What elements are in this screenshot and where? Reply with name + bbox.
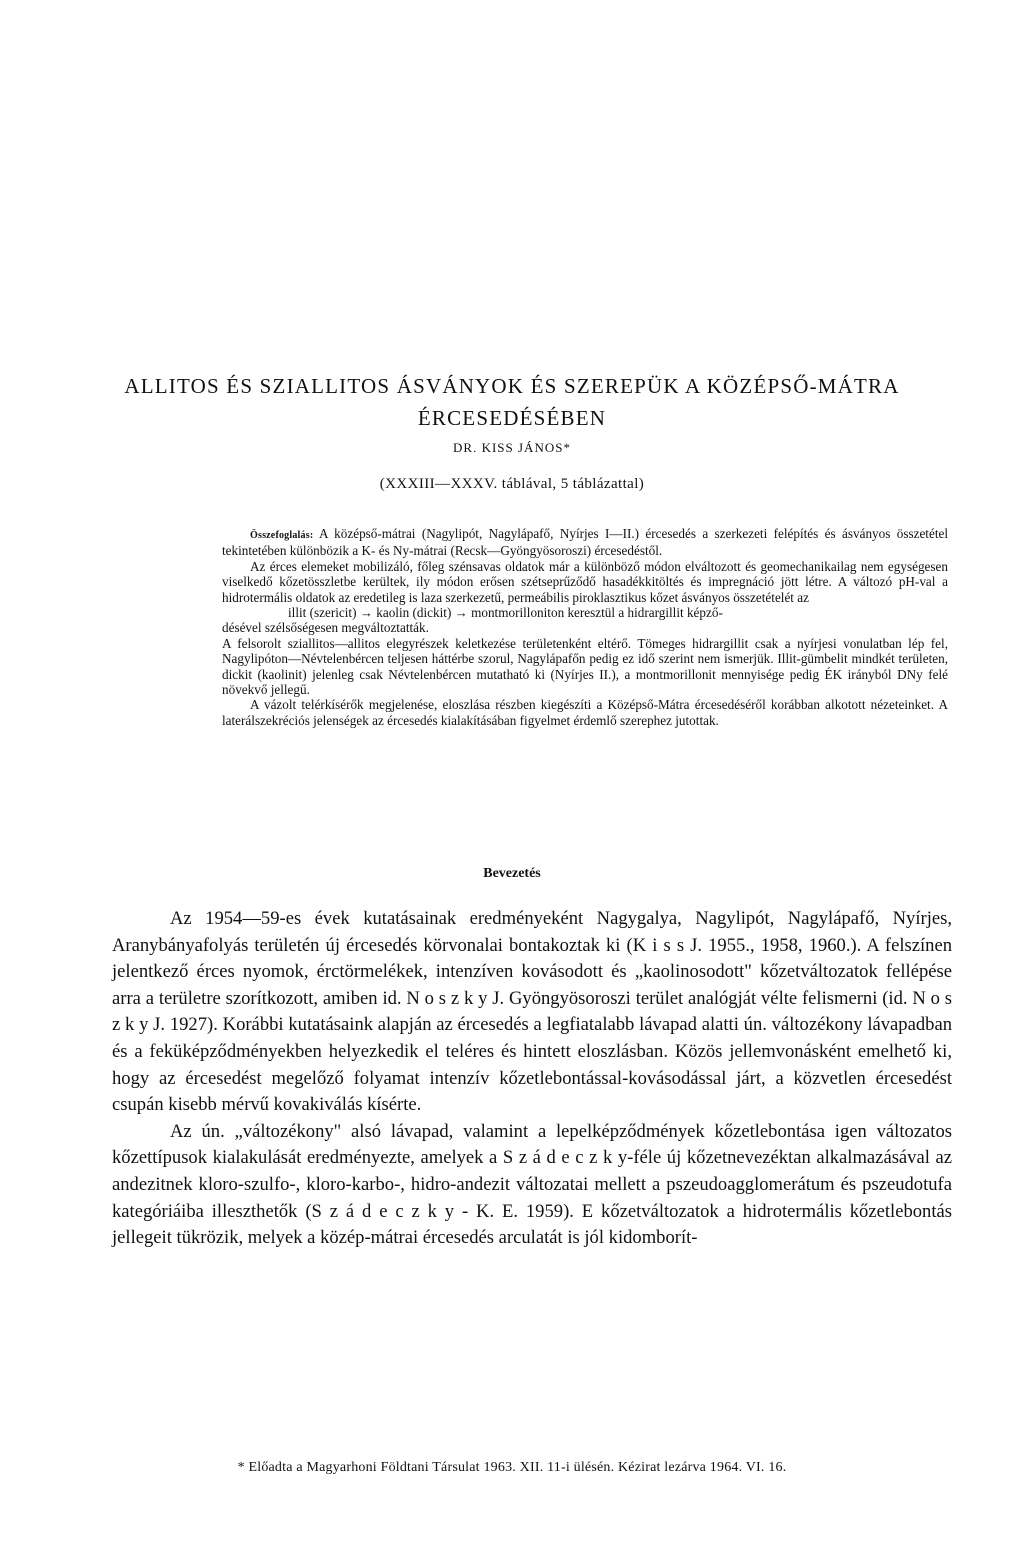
abstract (222, 526, 948, 728)
body-paragraph-1: Az 1954—59-es évek kutatásainak eredményeként Nagygalya, Nagylipót, Nagylápafő, Nyírjes, Aranybányafolyás területén új ércesedés körvonalai bontakoztak ki (K i s s J. 1955., 1958, 1960.). A felszínen jelentkező érces nyomok, érctörmelékek, intenzíven kovásodott és „kaolinosodott" kőzetváltozatok fellépése arra a területre szorítkozott, amiben id. N o s z k y J. Gyöngyösoroszi terület analógját vélte felismerni (id. N o s z k y J. 1927). Korábbi kutatásaink alapján az ércesedés a legfiatalabb lávapad alatti ún. változékony lávapadban és a feküképződményekben helyezkedik el teléres és hintett eloszlásban. Közös jellemvonásként emelhető ki, hogy az ércesedést megelőző folyamat intenzív kőzetlebontással-kovásodással járt, a közvetlen ércesedést csupán kisebb mérvű kovakiválás kísérte. (112, 908, 952, 1116)
body-text (112, 906, 952, 1252)
abstract-paragraph-1-text: A középső-mátrai (Nagylipót, Nagylápafő, Nyírjes I—II.) ércesedés a szerkezeti felépítés és ásványos összetétel tekintetében különbözik a K- és Ny-mátrai (Recsk—Gyöngyösoroszi) ércesedéstől. (222, 526, 948, 559)
body-paragraph-2: Az ún. „változékony" alsó lávapad, valamint a lepelképződmények kőzetlebontása igen változatos kőzettípusok kialakulását eredményezte, amelyek a S z á d e c z k y-féle új kőzetnevezéktan alkalmazásával az andezitnek kloro-szulfo-, kloro-karbo-, hidro-andezit változatai mellett a pszeudoagglomerátum és pszeudotufa kategóriáiba illeszthetők (S z á d e c z k y - K. E. 1959). E kőzetváltozatok a hidrotermális kőzetlebontás jellegeit tükrözik, melyek a közép-mátrai ércesedés arculatát is jól kidomborít- (112, 1120, 952, 1249)
abstract-paragraph-1 (222, 526, 948, 559)
abstract-paragraph-4: A vázolt telérkísérők megjelenése, eloszlása részben kiegészíti a Középső-Mátra ércesedéséről korábban alkotott nézeteinket. A laterálszekréciós jelenségek az ércesedés kialakításában figyelmet érdemlő szerephez jutottak. (222, 697, 948, 728)
plates-note: (XXXIII—XXXV. táblával, 5 táblázattal) (379, 476, 645, 492)
article-title-line-2: ÉRCESEDÉSÉBEN (417, 406, 607, 430)
abstract-label: Összefoglalás: (250, 530, 314, 541)
abstract-formula-continuation: désével szélsőségesen megváltoztatták. (222, 620, 429, 636)
article-title-line-1: ALLITOS ÉS SZIALLITOS ÁSVÁNYOK ÉS SZEREPÜK A KÖZÉPSŐ-MÁTRA (124, 374, 900, 398)
author-name: DR. KISS JÁNOS* (453, 440, 571, 455)
footnote: * Előadta a Magyarhoni Földtani Társulat 1963. XII. 11-i ülésén. Kézirat lezárva 1964. VI. 16. (237, 1460, 787, 1475)
abstract-paragraph-3: A felsorolt sziallitos—allitos elegyrészek keletkezése területenként eltérő. Tömeges hidrargillit csak a nyírjesi vonulatban lép fel, Nagylipóton—Névtelenbércen teljesen háttérbe szorul, Nagylápafőn pedig ez idő szerint nem ismerjük. Illit-gümbelit mindkét területen, dickit (kaolinit) jelenleg csak Névtelenbércen mutatható ki (Nyírjes II.), a montmorillonit mennyisége pedig ÉK irányból DNy felé növekvő jellegű. (222, 635, 948, 698)
abstract-paragraph-2: Az érces elemeket mobilizáló, főleg szénsavas oldatok már a különböző módon elváltozott és geomechanikailag nem egységesen viselkedő kőzetösszletbe kerültek, ily módon erősen szétseprűződő hasadékkitöltés és impregnáció jött létre. A változó pH-val a hidrotermális oldatok az eredetileg is laza szerkezetű, permeábilis piroklasztikus kőzet ásványos összetételét az (222, 558, 948, 605)
section-heading: Bevezetés (483, 866, 541, 881)
article-title (90, 370, 934, 434)
abstract-formula-line: illit (szericit) → kaolin (dickit) → montmorilloniton keresztül a hidrargillit képző- (288, 605, 723, 621)
